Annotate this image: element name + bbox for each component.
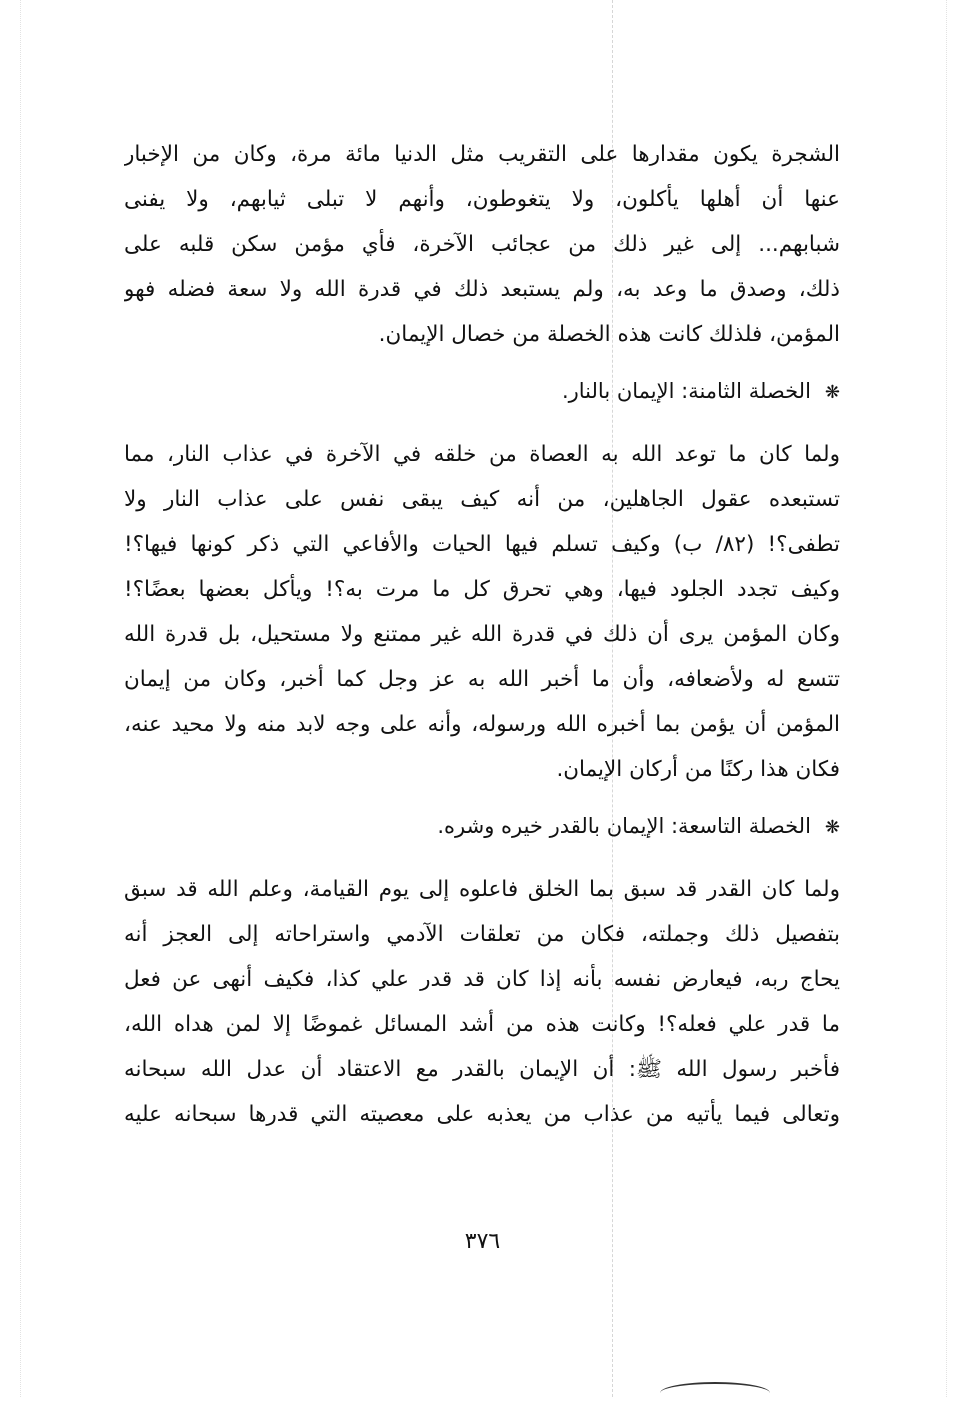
section-heading-text: الخصلة التاسعة: الإيمان بالقدر خيره وشره. bbox=[437, 814, 811, 838]
text-line: تستبعده عقول الجاهلين، من أنه كيف يبقى نفس على عذاب النار ولا bbox=[124, 487, 840, 512]
section-heading-eighth bbox=[124, 369, 840, 414]
spacer bbox=[124, 357, 840, 369]
text-line: ذلك، وصدق ما وعد به، ولم يستبعد ذلك في قدرة الله ولا سعة فضله فهو bbox=[124, 277, 840, 302]
spacer bbox=[124, 792, 840, 804]
text-line: المؤمن، فلذلك كانت هذه الخصلة من خصال الإيمان. bbox=[378, 322, 840, 347]
text-line: فكان هذا ركنًا من أركان الإيمان. bbox=[556, 757, 840, 782]
text-line: فأخبر رسول الله ﷺ: أن الإيمان بالقدر مع الاعتقاد أن عدل الله سبحانه bbox=[124, 1057, 840, 1082]
text-body bbox=[124, 132, 840, 1137]
page-edge-left bbox=[20, 0, 21, 1397]
text-line: وكان المؤمن يرى أن ذلك في قدرة الله غير ممتنع ولا مستحيل، بل قدرة الله bbox=[124, 622, 840, 647]
asterism-icon: ❋ bbox=[824, 817, 840, 838]
page-edge-right bbox=[946, 0, 947, 1397]
asterism-icon: ❋ bbox=[824, 382, 840, 403]
text-line: تطفى؟! (٨٢/ ب) وكيف تسلم فيها الحيات والأفاعي التي ذكر كونها فيها؟! bbox=[124, 532, 840, 557]
text-line: ولما كان ما توعد الله به العصاة من خلقه في الآخرة في عذاب النار، مما bbox=[124, 442, 840, 467]
text-line: يحاج ربه، فيعارض نفسه بأنه إذا كان قد قدر علي كذا، فكيف أنهى عن فعل bbox=[124, 967, 840, 992]
paragraph-intro bbox=[124, 132, 840, 357]
paragraph-fire bbox=[124, 432, 840, 792]
paragraph-decree bbox=[124, 867, 840, 1137]
text-line: الشجرة يكون مقدارها على التقريب مثل الدنيا مائة مرة، وكان من الإخبار bbox=[124, 142, 840, 167]
spacer bbox=[124, 414, 840, 432]
text-line: تتسع له ولأضعافه، وأن ما أخبر الله به عز وجل كما أخبر، وكان من إيمان bbox=[124, 667, 840, 692]
text-line: ولما كان القدر قد سبق بما الخلق فاعلوه إلى يوم القيامة، وعلم الله قد سبق bbox=[124, 877, 840, 902]
section-heading-ninth bbox=[124, 804, 840, 849]
text-line: وتعالى فيما يأتيه من عذاب من يعذبه على معصيته التي قدرها سبحانه عليه bbox=[124, 1102, 840, 1127]
spacer bbox=[124, 849, 840, 867]
text-line: بتفصيل ذلك وجملته، فكان من تعلقات الآدمي واستراحاته إلى العجز أنه bbox=[124, 922, 840, 947]
footer-ornament bbox=[660, 1382, 770, 1404]
text-line: شبابهم... إلى غير ذلك من عجائب الآخرة، فأي مؤمن سكن قلبه على bbox=[124, 232, 840, 257]
page-number: ٣٧٦ bbox=[464, 1229, 501, 1254]
text-line: المؤمن أن يؤمن بما أخبره الله ورسوله، وأنه على وجه لابد منه ولا محيد عنه، bbox=[124, 712, 840, 737]
section-heading-text: الخصلة الثامنة: الإيمان بالنار. bbox=[561, 379, 811, 403]
text-line: وكيف تجدد الجلود فيها، وهي تحرق كل ما مرت به؟! ويأكل بعضها بعضًا؟! bbox=[124, 577, 840, 602]
text-line: ما قدر علي فعله؟! وكانت هذه من أشد المسائل غموضًا إلا لمن هداه الله، bbox=[124, 1012, 840, 1037]
text-line: عنها أن أهلها يأكلون، ولا يتغوطون، وأنهم لا تبلى ثيابهم، ولا يفنى bbox=[124, 187, 840, 212]
